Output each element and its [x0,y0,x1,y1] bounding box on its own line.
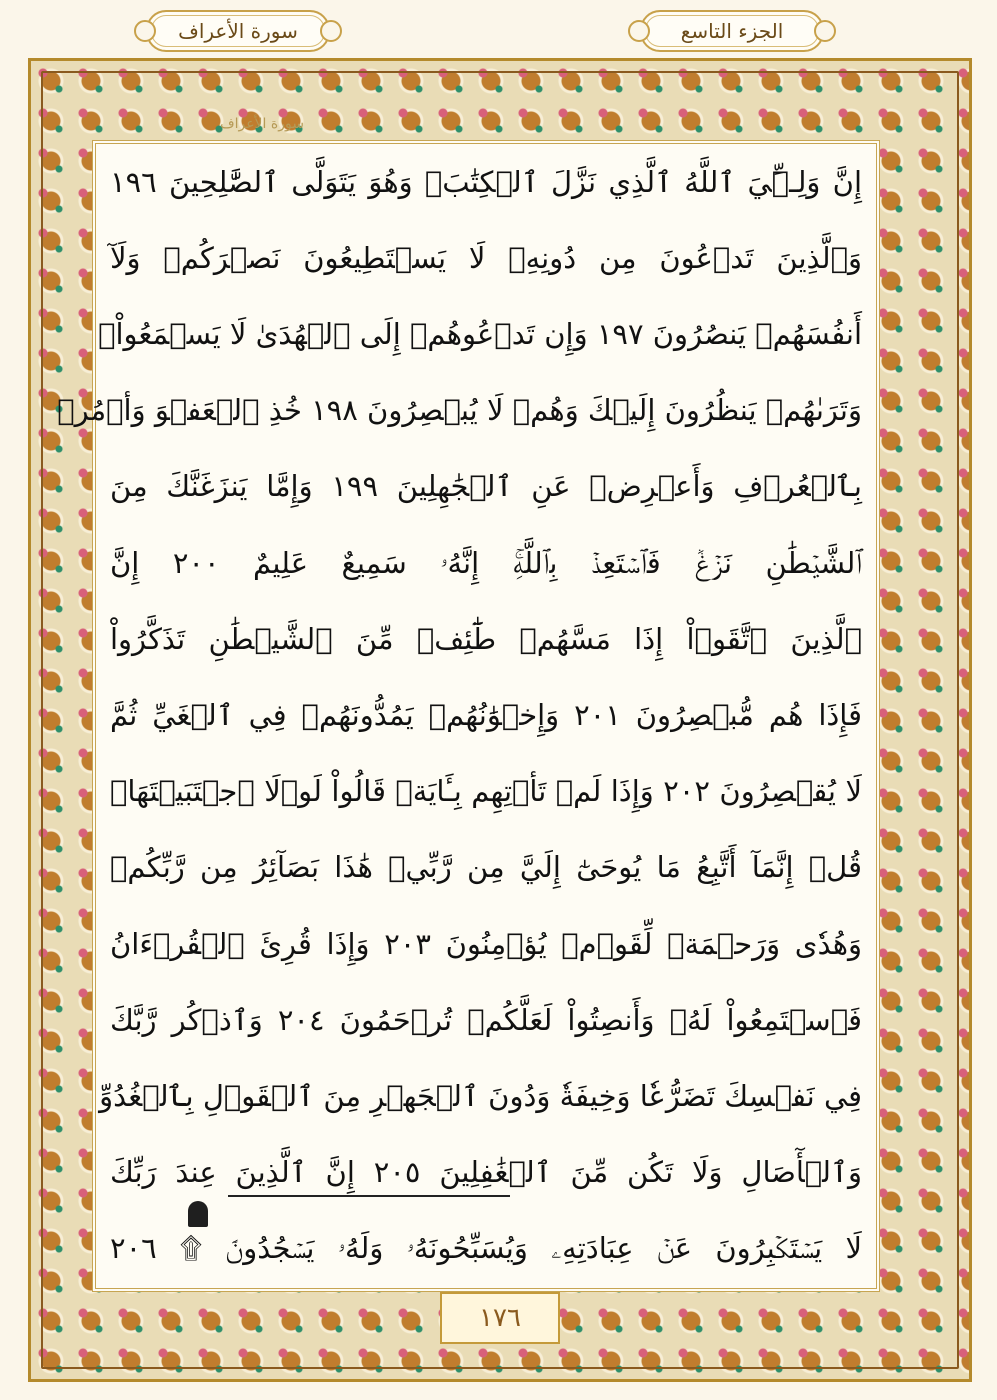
verse-line-text: بِٱلۡعُرۡفِ وَأَعۡرِضۡ عَنِ ٱلۡجَٰهِلِينَ ١٩٩ وَإِمَّا يَنزَغَنَّكَ مِنَ [110,469,862,504]
verse-line [110,228,862,289]
verse-line-text: فَإِذَا هُم مُّبۡصِرُونَ ٢٠١ وَإِخۡوَٰنُهُمۡ يَمُدُّونَهُمۡ فِي ٱلۡغَيِّ ثُمَّ [110,697,862,732]
text-lines [57,152,863,1280]
verse-line-text: أَنفُسَهُمۡ يَنصُرُونَ ١٩٧ وَإِن تَدۡعُوهُمۡ إِلَى ٱلۡهُدَىٰ لَا يَسۡمَعُواْۖ [98,316,862,351]
verse-line [99,1066,862,1127]
sajdah-mark-icon [188,1201,208,1227]
surah-name: سورة الأعراف [178,19,298,43]
cartouche-cap-icon [814,20,836,42]
surah-name-cartouche [146,10,330,52]
verse-line [110,533,862,594]
cartouche-cap-icon [320,20,342,42]
faint-surah-banner: سورة الأعراف [220,116,304,132]
cartouche-cap-icon [628,20,650,42]
verse-line-text: فَٱسۡتَمِعُواْ لَهُۥ وَأَنصِتُواْ لَعَلَّكُمۡ تُرۡحَمُونَ ٢٠٤ وَٱذۡكُر رَّبَّكَ [110,1002,862,1037]
verse-line-text: ٱلشَّيۡطَٰنِ نَزۡغٞ فَٱسۡتَعِذۡ بِٱللَّهِۚ إِنَّهُۥ سَمِيعٌ عَلِيمٌ ٢٠٠ إِنَّ [110,545,863,580]
verse-line [98,304,862,365]
quran-text-panel [57,140,880,1292]
verse-line-text: فِي نَفۡسِكَ تَضَرُّعٗا وَخِيفَةٗ وَدُونَ ٱلۡجَهۡرِ مِنَ ٱلۡقَوۡلِ بِٱلۡغُدُوِّ [99,1078,862,1113]
page-number: ١٧٦ [440,1292,560,1344]
verse-line-text: لَا يُقۡصِرُونَ ٢٠٢ وَإِذَا لَمۡ تَأۡتِهِم بِـَٔايَةٖ قَالُواْ لَوۡلَا ٱجۡتَبَيۡتَهَاۚ [110,774,862,809]
verse-line [110,1219,862,1280]
juz-name: الجزء التاسع [680,19,784,43]
verse-line [110,838,862,899]
verse-line-text: قُلۡ إِنَّمَآ أَتَّبِعُ مَا يُوحَىٰٓ إِلَيَّ مِن رَّبِّيۚ هَٰذَا بَصَآئِرُ مِن رَّبِّكُمۡ [110,850,862,885]
verse-line [110,990,862,1051]
sajdah-overline [228,1195,510,1197]
verse-line [110,762,862,823]
verse-line [57,381,862,442]
verse-line-text: وَٱلۡأٓصَالِ وَلَا تَكُن مِّنَ ٱلۡغَٰفِلِينَ ٢٠٥ إِنَّ ٱلَّذِينَ عِندَ رَبِّكَ [110,1155,863,1190]
verse-line [110,609,862,670]
verse-line-text: وَتَرَىٰهُمۡ يَنظُرُونَ إِلَيۡكَ وَهُمۡ لَا يُبۡصِرُونَ ١٩٨ خُذِ ٱلۡعَفۡوَ وَأۡمُرۡ [57,393,862,428]
verse-line-text: لَا يَسۡتَكۡبِرُونَ عَنۡ عِبَادَتِهِۦ وَيُسَبِّحُونَهُۥ وَلَهُۥ يَسۡجُدُونَۤ ۩ ٢٠٦ [110,1231,862,1266]
verse-line [110,914,862,975]
verse-line [110,152,862,213]
juz-name-cartouche [640,10,824,52]
page-header [0,10,997,50]
cartouche-cap-icon [134,20,156,42]
verse-line-text: إِنَّ وَلِـِّۧيَ ٱللَّهُ ٱلَّذِي نَزَّلَ ٱلۡكِتَٰبَۖ وَهُوَ يَتَوَلَّى ٱلصَّٰلِحِينَ ١٩٦ [110,164,862,199]
verse-line-text: وَٱلَّذِينَ تَدۡعُونَ مِن دُونِهِۦ لَا يَسۡتَطِيعُونَ نَصۡرَكُمۡ وَلَآ [110,240,862,275]
verse-line [110,457,862,518]
verse-line-text: ٱلَّذِينَ ٱتَّقَوۡاْ إِذَا مَسَّهُمۡ طَٰٓئِفٞ مِّنَ ٱلشَّيۡطَٰنِ تَذَكَّرُواْ [110,621,862,656]
verse-line [110,685,862,746]
verse-line-text: وَهُدٗى وَرَحۡمَةٞ لِّقَوۡمٖ يُؤۡمِنُونَ ٢٠٣ وَإِذَا قُرِئَ ٱلۡقُرۡءَانُ [110,926,862,961]
